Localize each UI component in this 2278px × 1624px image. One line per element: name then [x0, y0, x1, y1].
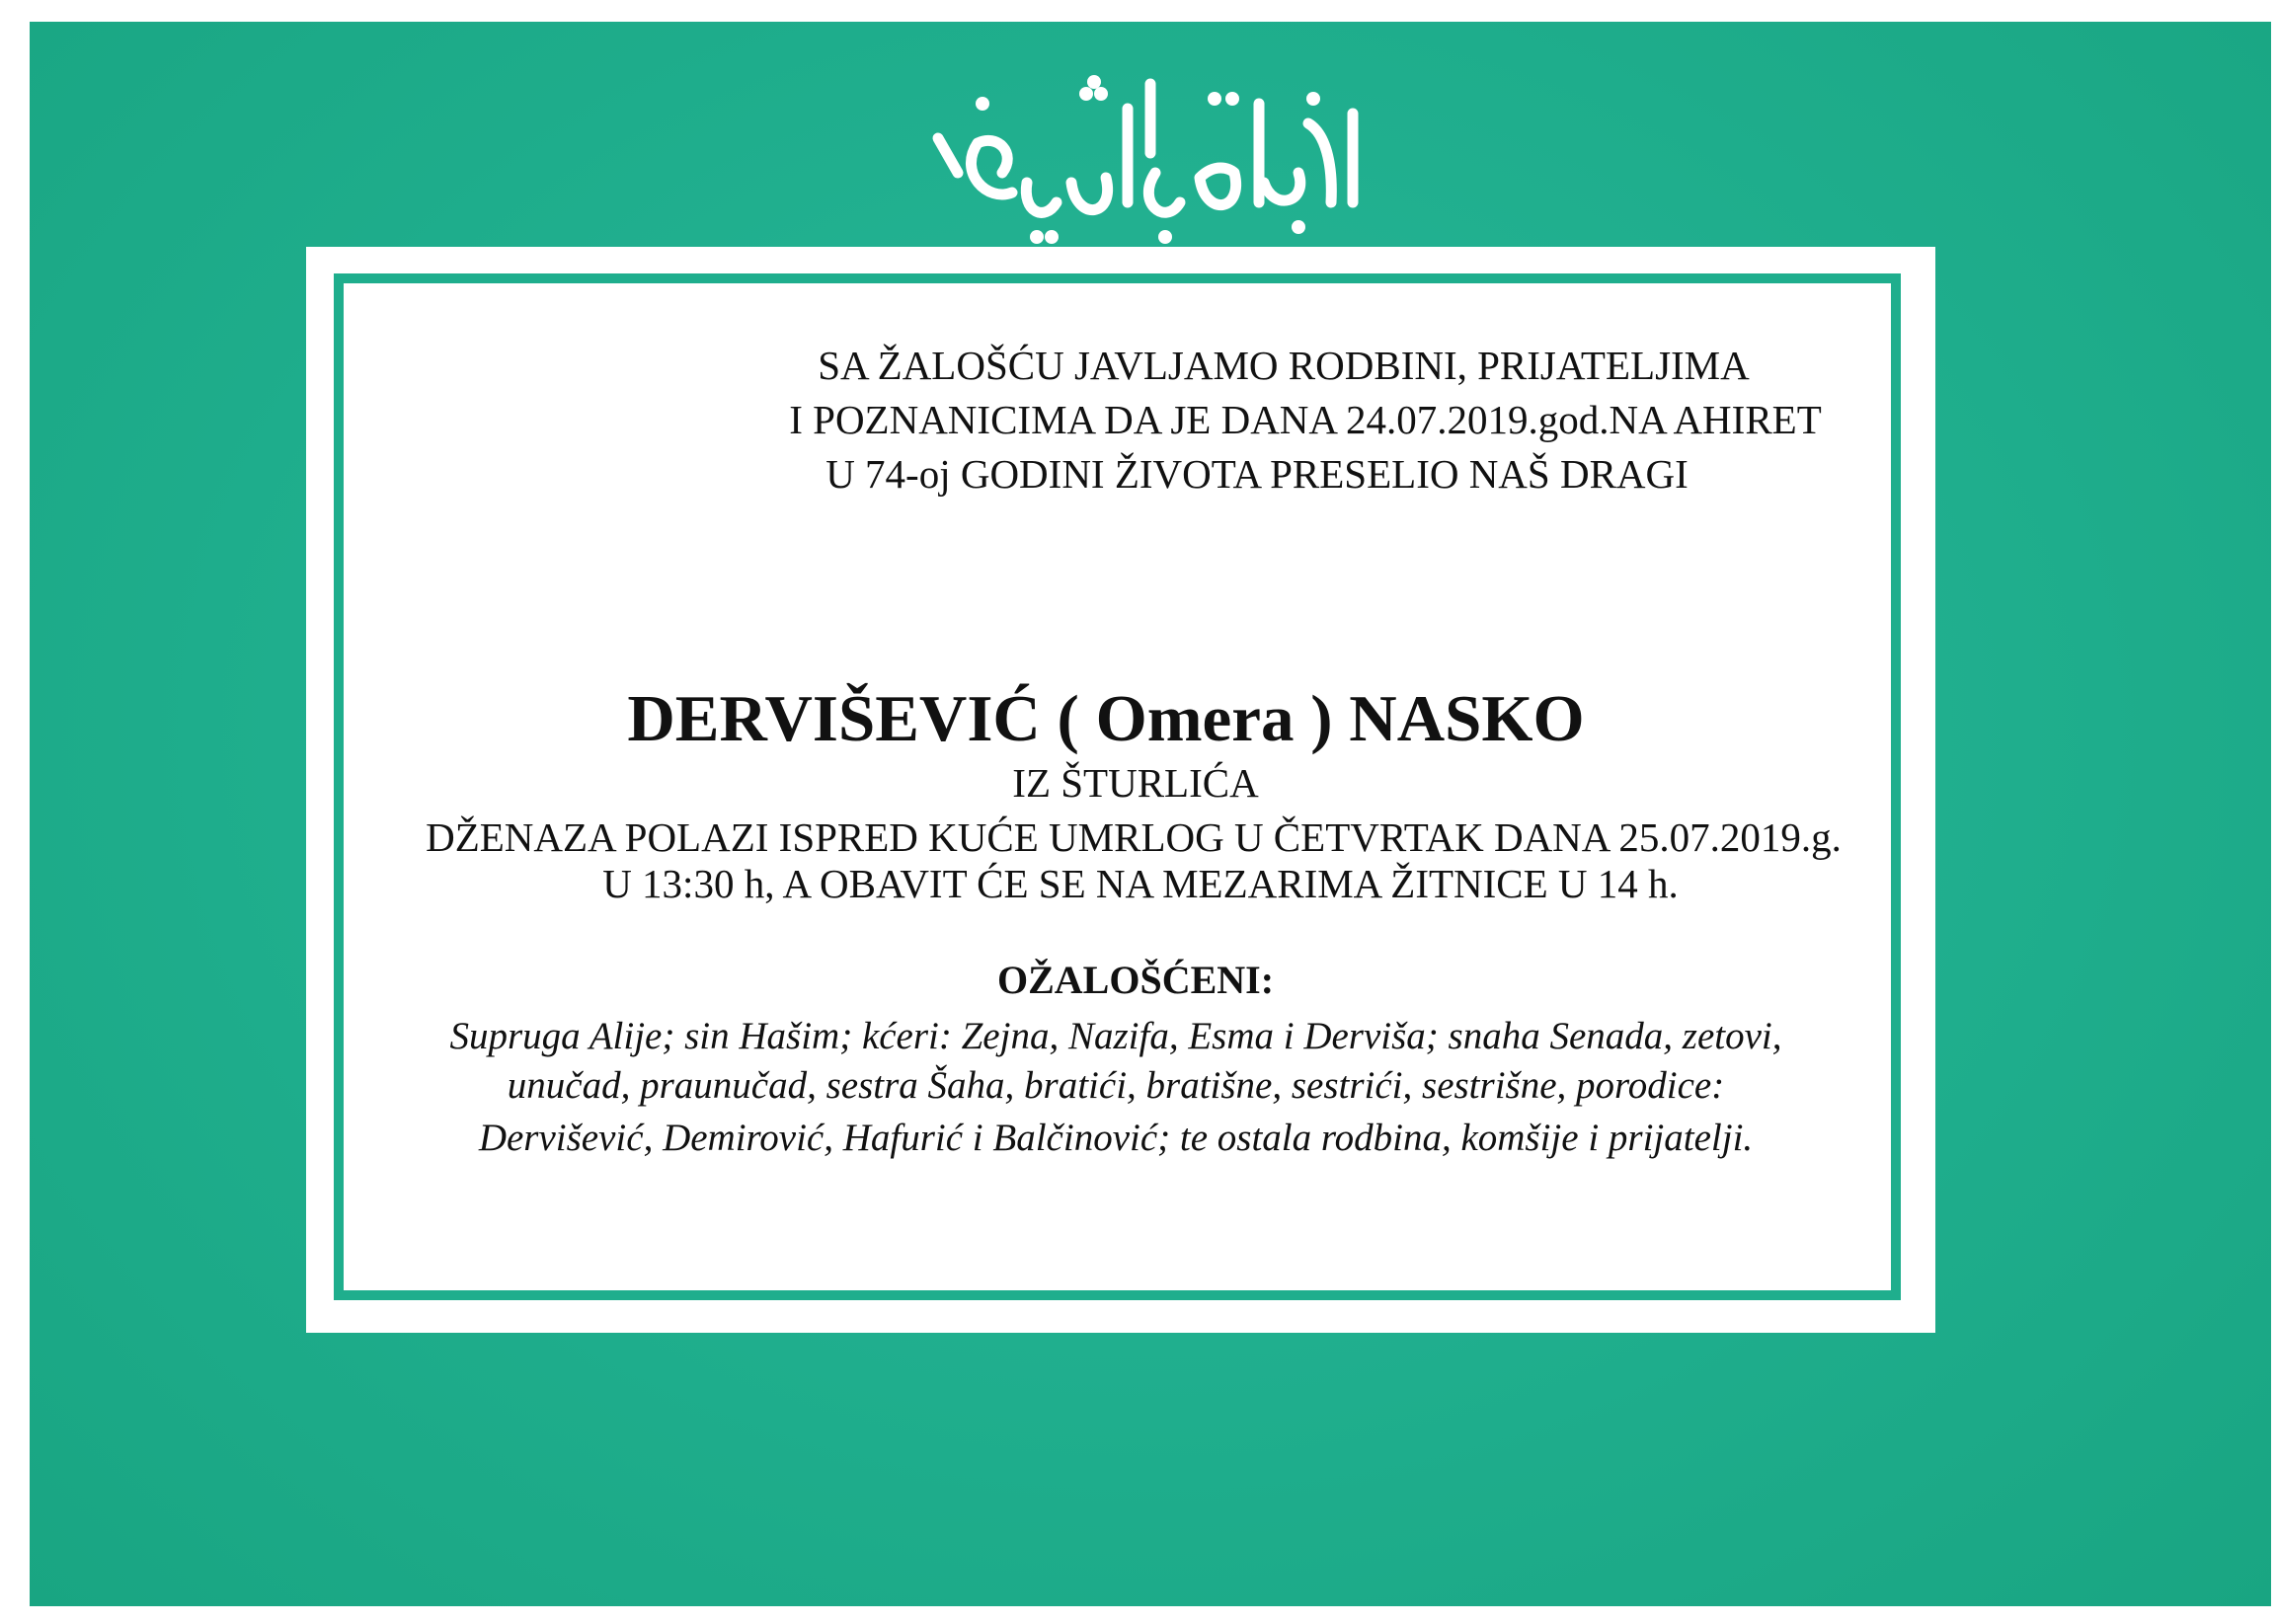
- funeral-line-2: U 13:30 h, A OBAVIT ĆE SE NA MEZARIMA ŽITNICE U 14 h.: [602, 861, 1679, 906]
- funeral-line-1: DŽENAZA POLAZI ISPRED KUĆE UMRLOG U ČETVRTAK DANA 25.07.2019.g.: [426, 814, 1842, 860]
- mourners-line-3: Dervišević, Demirović, Hafurić i Balčinović; te ostala rodbina, komšije i prijatelji.: [478, 1117, 1754, 1159]
- mourners-line-1: Supruga Alije; sin Hašim; kćeri: Zejna, Nazifa, Esma i Derviša; snaha Senada, zetovi,: [449, 1015, 1782, 1057]
- mourners-heading: OŽALOŠĆENI:: [996, 958, 1275, 1002]
- origin-line: IZ ŠTURLIĆA: [1012, 760, 1259, 806]
- arabic-calligraphy-emblem: [918, 54, 1373, 262]
- intro-line-2: I POZNANICIMA DA JE DANA 24.07.2019.god.NA AHIRET: [789, 397, 1822, 442]
- intro-line-3: U 74-oj GODINI ŽIVOTA PRESELIO NAŠ DRAGI: [825, 451, 1689, 497]
- intro-line-1: SA ŽALOŠĆU JAVLJAMO RODBINI, PRIJATELJIMA: [818, 343, 1750, 388]
- mourners-line-2: unučad, praunučad, sestra Šaha, bratići, bratišne, sestrići, sestrišne, porodice:: [507, 1064, 1725, 1107]
- deceased-name: DERVIŠEVIĆ ( Omera ) NASKO: [627, 682, 1585, 755]
